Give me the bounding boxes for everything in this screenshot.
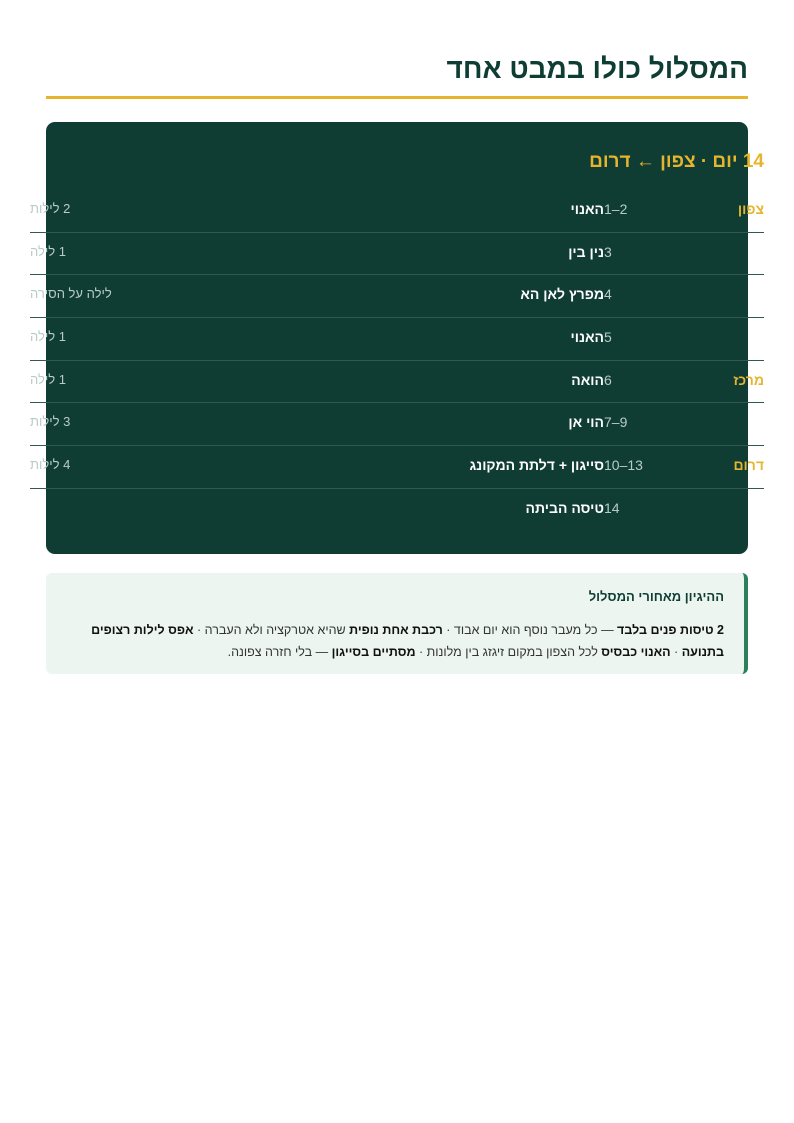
nights-count: לילה על הסירה	[30, 286, 112, 302]
logic-point: האנוי כבסיס	[601, 645, 671, 659]
destination-name: הואה	[571, 371, 604, 388]
region-label: צפון	[737, 201, 764, 217]
route-heading: 14 יום · צפון ← דרום	[589, 151, 764, 172]
logic-point: 2 טיסות פנים בלבד	[617, 623, 724, 637]
day-range: 4	[604, 286, 612, 303]
itinerary-row	[30, 275, 764, 318]
day-range: 5	[604, 329, 612, 346]
day-range: 10–13	[604, 457, 643, 474]
nights-count: 1 לילה	[30, 243, 66, 259]
destination-name: הוי אן	[568, 414, 604, 431]
destination-name: האנוי	[570, 201, 604, 217]
nights-count: 3 לילות	[30, 414, 71, 430]
itinerary-row	[30, 489, 764, 531]
nights-count: 1 לילה	[30, 329, 66, 345]
itinerary-row	[30, 233, 764, 276]
route-logic-callout	[46, 573, 748, 674]
itinerary-table	[30, 190, 764, 531]
destination-name: נין בין	[568, 243, 604, 260]
itinerary-row	[30, 190, 764, 233]
day-range: 6	[604, 371, 612, 388]
day-range: 1–2	[604, 201, 628, 217]
logic-description	[66, 619, 724, 663]
destination-name: מפרץ לאן הא	[520, 286, 604, 303]
logic-point: רכבת אחת נופית	[349, 623, 443, 637]
destination-name: טיסה הביתה	[525, 499, 604, 516]
logic-title: ההיגיון מאחורי המסלול	[588, 589, 724, 604]
logic-text: שהיא אטרקציה ולא העברה ·	[193, 623, 350, 637]
region-label: דרום	[733, 457, 764, 474]
nights-count: 2 לילות	[30, 201, 71, 216]
logic-text: — כל מעבר נוסף הוא יום אבוד ·	[442, 623, 618, 637]
logic-point: מסתיים בסייגון	[331, 645, 416, 659]
logic-text: לכל הצפון במקום זיגזג בין מלונות ·	[415, 645, 602, 659]
destination-name: סייגון + דלתת המקונג	[469, 457, 604, 474]
day-range: 3	[604, 243, 612, 260]
region-label: מרכז	[733, 371, 764, 388]
itinerary-row	[30, 446, 764, 489]
itinerary-row	[30, 318, 764, 361]
logic-text: ·	[670, 645, 682, 659]
itinerary-row	[30, 403, 764, 446]
day-range: 14	[604, 499, 620, 516]
title-divider	[46, 96, 748, 99]
logic-point: אפס לילות רצופים בתנועה	[91, 623, 724, 659]
page-title: המסלול כולו במבט אחד	[446, 53, 748, 84]
day-range: 7–9	[604, 414, 628, 431]
nights-count: 1 לילה	[30, 371, 66, 387]
destination-name: האנוי	[570, 329, 604, 346]
logic-text: — בלי חזרה צפונה.	[227, 645, 332, 659]
nights-count: 4 לילות	[30, 457, 71, 473]
itinerary-row	[30, 361, 764, 404]
